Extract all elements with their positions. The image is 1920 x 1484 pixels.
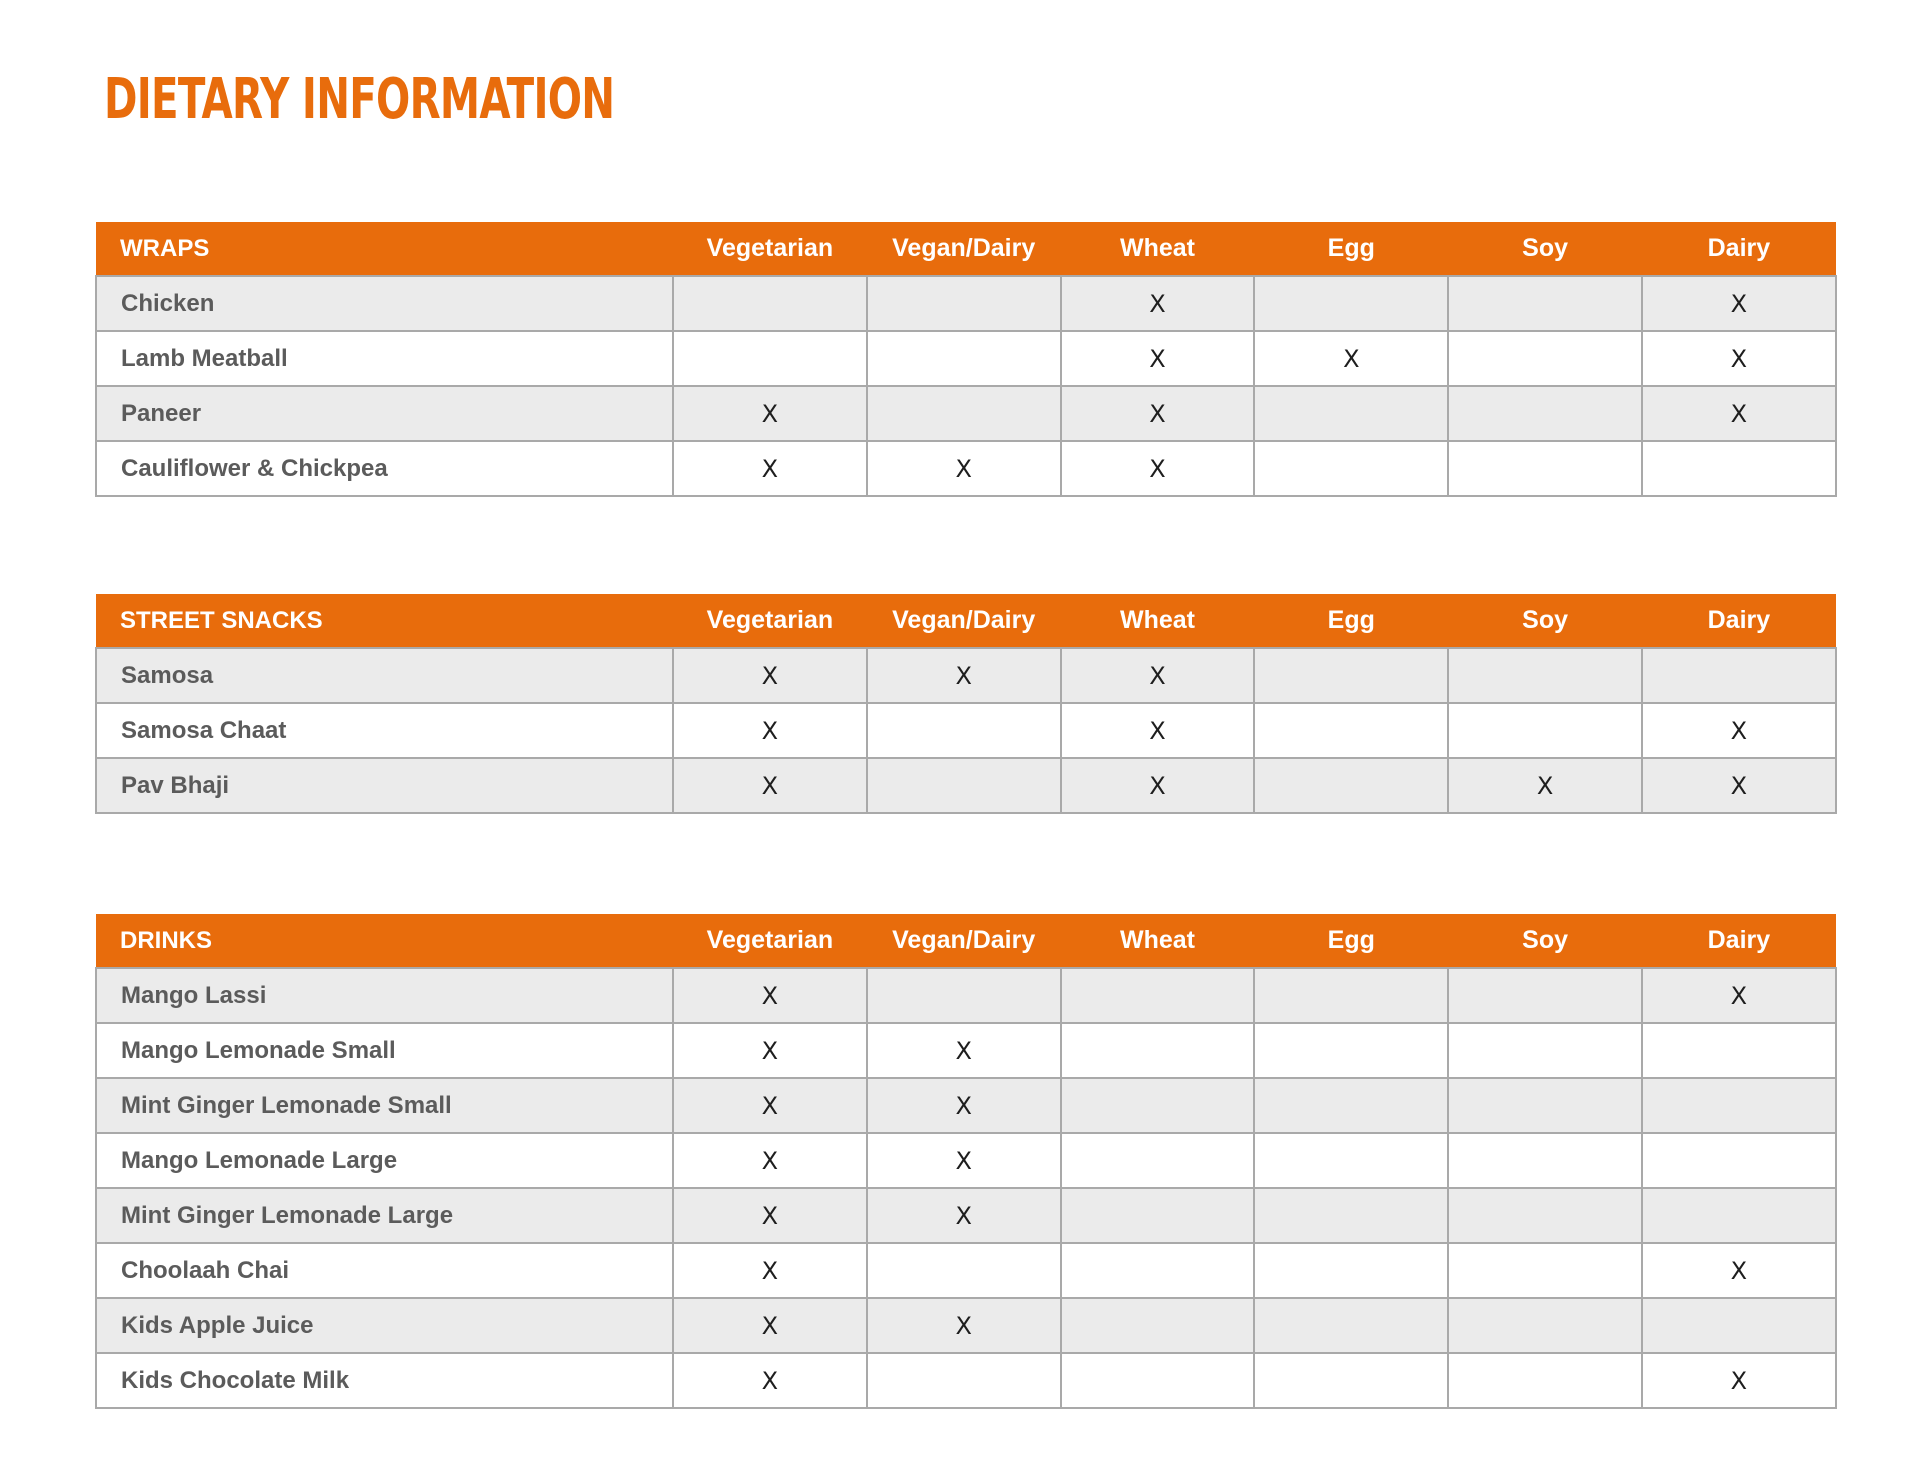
drinks-table	[95, 914, 1837, 1409]
table-row	[96, 1353, 1836, 1408]
flag-cell	[1448, 331, 1642, 386]
flag-cell: X	[673, 1353, 867, 1408]
column-header-egg: Egg	[1254, 594, 1448, 648]
column-header-soy: Soy	[1448, 594, 1642, 648]
flag-cell: X	[673, 968, 867, 1023]
flag-cell	[1448, 648, 1642, 703]
column-header-vegetarian: Vegetarian	[673, 222, 867, 276]
table-row	[96, 968, 1836, 1023]
table-row	[96, 386, 1836, 441]
street-snacks-table	[95, 594, 1837, 814]
table-header-row	[96, 914, 1836, 968]
flag-cell: X	[1061, 441, 1255, 496]
flag-cell	[1642, 1078, 1836, 1133]
flag-cell: X	[1642, 276, 1836, 331]
flag-cell: X	[1061, 386, 1255, 441]
table-row	[96, 1188, 1836, 1243]
flag-cell: X	[673, 386, 867, 441]
item-name: Lamb Meatball	[96, 331, 673, 386]
flag-cell	[1061, 1078, 1255, 1133]
flag-cell: X	[867, 1023, 1061, 1078]
flag-cell: X	[867, 1188, 1061, 1243]
flag-cell	[867, 703, 1061, 758]
column-header-wheat: Wheat	[1061, 594, 1255, 648]
flag-cell: X	[673, 1133, 867, 1188]
column-header-soy: Soy	[1448, 914, 1642, 968]
flag-cell: X	[1061, 758, 1255, 813]
column-header-vegan-dairy: Vegan/Dairy	[867, 914, 1061, 968]
flag-cell	[673, 331, 867, 386]
flag-cell: X	[1448, 758, 1642, 813]
item-name: Samosa	[96, 648, 673, 703]
item-name: Mint Ginger Lemonade Large	[96, 1188, 673, 1243]
flag-cell	[1448, 1243, 1642, 1298]
flag-cell: X	[1642, 968, 1836, 1023]
flag-cell: X	[867, 441, 1061, 496]
flag-cell	[1448, 1078, 1642, 1133]
item-name: Samosa Chaat	[96, 703, 673, 758]
flag-cell: X	[673, 703, 867, 758]
item-name: Mango Lemonade Small	[96, 1023, 673, 1078]
flag-cell	[1448, 1298, 1642, 1353]
flag-cell: X	[1642, 758, 1836, 813]
column-header-wheat: Wheat	[1061, 222, 1255, 276]
table-row	[96, 441, 1836, 496]
table-row	[96, 758, 1836, 813]
item-name: Chicken	[96, 276, 673, 331]
table-row	[96, 648, 1836, 703]
item-name: Mango Lemonade Large	[96, 1133, 673, 1188]
flag-cell	[1254, 1078, 1448, 1133]
flag-cell	[867, 386, 1061, 441]
flag-cell	[1061, 1298, 1255, 1353]
section-title: WRAPS	[96, 222, 673, 276]
flag-cell	[1448, 1023, 1642, 1078]
flag-cell	[1642, 1298, 1836, 1353]
flag-cell	[1061, 1353, 1255, 1408]
flag-cell: X	[1642, 386, 1836, 441]
flag-cell	[1448, 276, 1642, 331]
flag-cell: X	[673, 1298, 867, 1353]
table-row	[96, 1133, 1836, 1188]
page-title: DIETARY INFORMATION	[104, 67, 615, 132]
item-name: Paneer	[96, 386, 673, 441]
flag-cell	[1254, 1298, 1448, 1353]
table-row	[96, 331, 1836, 386]
section-title: DRINKS	[96, 914, 673, 968]
column-header-vegan-dairy: Vegan/Dairy	[867, 594, 1061, 648]
flag-cell: X	[1642, 331, 1836, 386]
section-title: STREET SNACKS	[96, 594, 673, 648]
flag-cell: X	[867, 1133, 1061, 1188]
flag-cell	[1448, 386, 1642, 441]
column-header-dairy: Dairy	[1642, 594, 1836, 648]
flag-cell	[867, 331, 1061, 386]
flag-cell: X	[1061, 331, 1255, 386]
flag-cell	[1642, 1188, 1836, 1243]
flag-cell: X	[673, 758, 867, 813]
flag-cell	[1254, 386, 1448, 441]
column-header-egg: Egg	[1254, 222, 1448, 276]
flag-cell	[1448, 968, 1642, 1023]
flag-cell: X	[1061, 648, 1255, 703]
flag-cell	[867, 968, 1061, 1023]
table-row	[96, 1243, 1836, 1298]
flag-cell: X	[673, 1023, 867, 1078]
flag-cell	[1254, 441, 1448, 496]
flag-cell	[1642, 1133, 1836, 1188]
table-header-row	[96, 594, 1836, 648]
flag-cell	[1254, 968, 1448, 1023]
table-row	[96, 1298, 1836, 1353]
flag-cell	[1061, 1133, 1255, 1188]
flag-cell: X	[1642, 1353, 1836, 1408]
item-name: Kids Apple Juice	[96, 1298, 673, 1353]
flag-cell	[1254, 703, 1448, 758]
flag-cell: X	[1061, 276, 1255, 331]
flag-cell	[1254, 276, 1448, 331]
item-name: Pav Bhaji	[96, 758, 673, 813]
flag-cell: X	[867, 648, 1061, 703]
flag-cell	[867, 758, 1061, 813]
column-header-wheat: Wheat	[1061, 914, 1255, 968]
flag-cell	[1254, 1353, 1448, 1408]
flag-cell: X	[867, 1078, 1061, 1133]
item-name: Choolaah Chai	[96, 1243, 673, 1298]
flag-cell	[1448, 1133, 1642, 1188]
column-header-dairy: Dairy	[1642, 222, 1836, 276]
flag-cell: X	[867, 1298, 1061, 1353]
flag-cell: X	[673, 1078, 867, 1133]
flag-cell: X	[673, 441, 867, 496]
column-header-egg: Egg	[1254, 914, 1448, 968]
flag-cell: X	[1642, 703, 1836, 758]
item-name: Cauliflower & Chickpea	[96, 441, 673, 496]
column-header-vegan-dairy: Vegan/Dairy	[867, 222, 1061, 276]
flag-cell	[867, 1243, 1061, 1298]
flag-cell: X	[673, 1243, 867, 1298]
flag-cell	[1448, 1188, 1642, 1243]
column-header-vegetarian: Vegetarian	[673, 914, 867, 968]
flag-cell	[673, 276, 867, 331]
flag-cell	[1642, 441, 1836, 496]
flag-cell	[1254, 758, 1448, 813]
flag-cell: X	[673, 1188, 867, 1243]
flag-cell	[1061, 968, 1255, 1023]
item-name: Mango Lassi	[96, 968, 673, 1023]
flag-cell	[1061, 1188, 1255, 1243]
column-header-soy: Soy	[1448, 222, 1642, 276]
item-name: Kids Chocolate Milk	[96, 1353, 673, 1408]
wraps-table	[95, 222, 1837, 497]
flag-cell	[1448, 1353, 1642, 1408]
table-row	[96, 276, 1836, 331]
flag-cell	[1061, 1023, 1255, 1078]
table-row	[96, 1023, 1836, 1078]
flag-cell	[1642, 1023, 1836, 1078]
flag-cell	[1061, 1243, 1255, 1298]
table-row	[96, 703, 1836, 758]
flag-cell	[1448, 441, 1642, 496]
flag-cell	[1254, 1133, 1448, 1188]
flag-cell	[867, 1353, 1061, 1408]
flag-cell	[867, 276, 1061, 331]
flag-cell	[1254, 1243, 1448, 1298]
flag-cell: X	[1642, 1243, 1836, 1298]
flag-cell	[1254, 648, 1448, 703]
flag-cell	[1254, 1023, 1448, 1078]
flag-cell: X	[1254, 331, 1448, 386]
column-header-vegetarian: Vegetarian	[673, 594, 867, 648]
column-header-dairy: Dairy	[1642, 914, 1836, 968]
table-header-row	[96, 222, 1836, 276]
table-row	[96, 1078, 1836, 1133]
flag-cell	[1642, 648, 1836, 703]
flag-cell: X	[673, 648, 867, 703]
item-name: Mint Ginger Lemonade Small	[96, 1078, 673, 1133]
flag-cell	[1254, 1188, 1448, 1243]
flag-cell: X	[1061, 703, 1255, 758]
flag-cell	[1448, 703, 1642, 758]
